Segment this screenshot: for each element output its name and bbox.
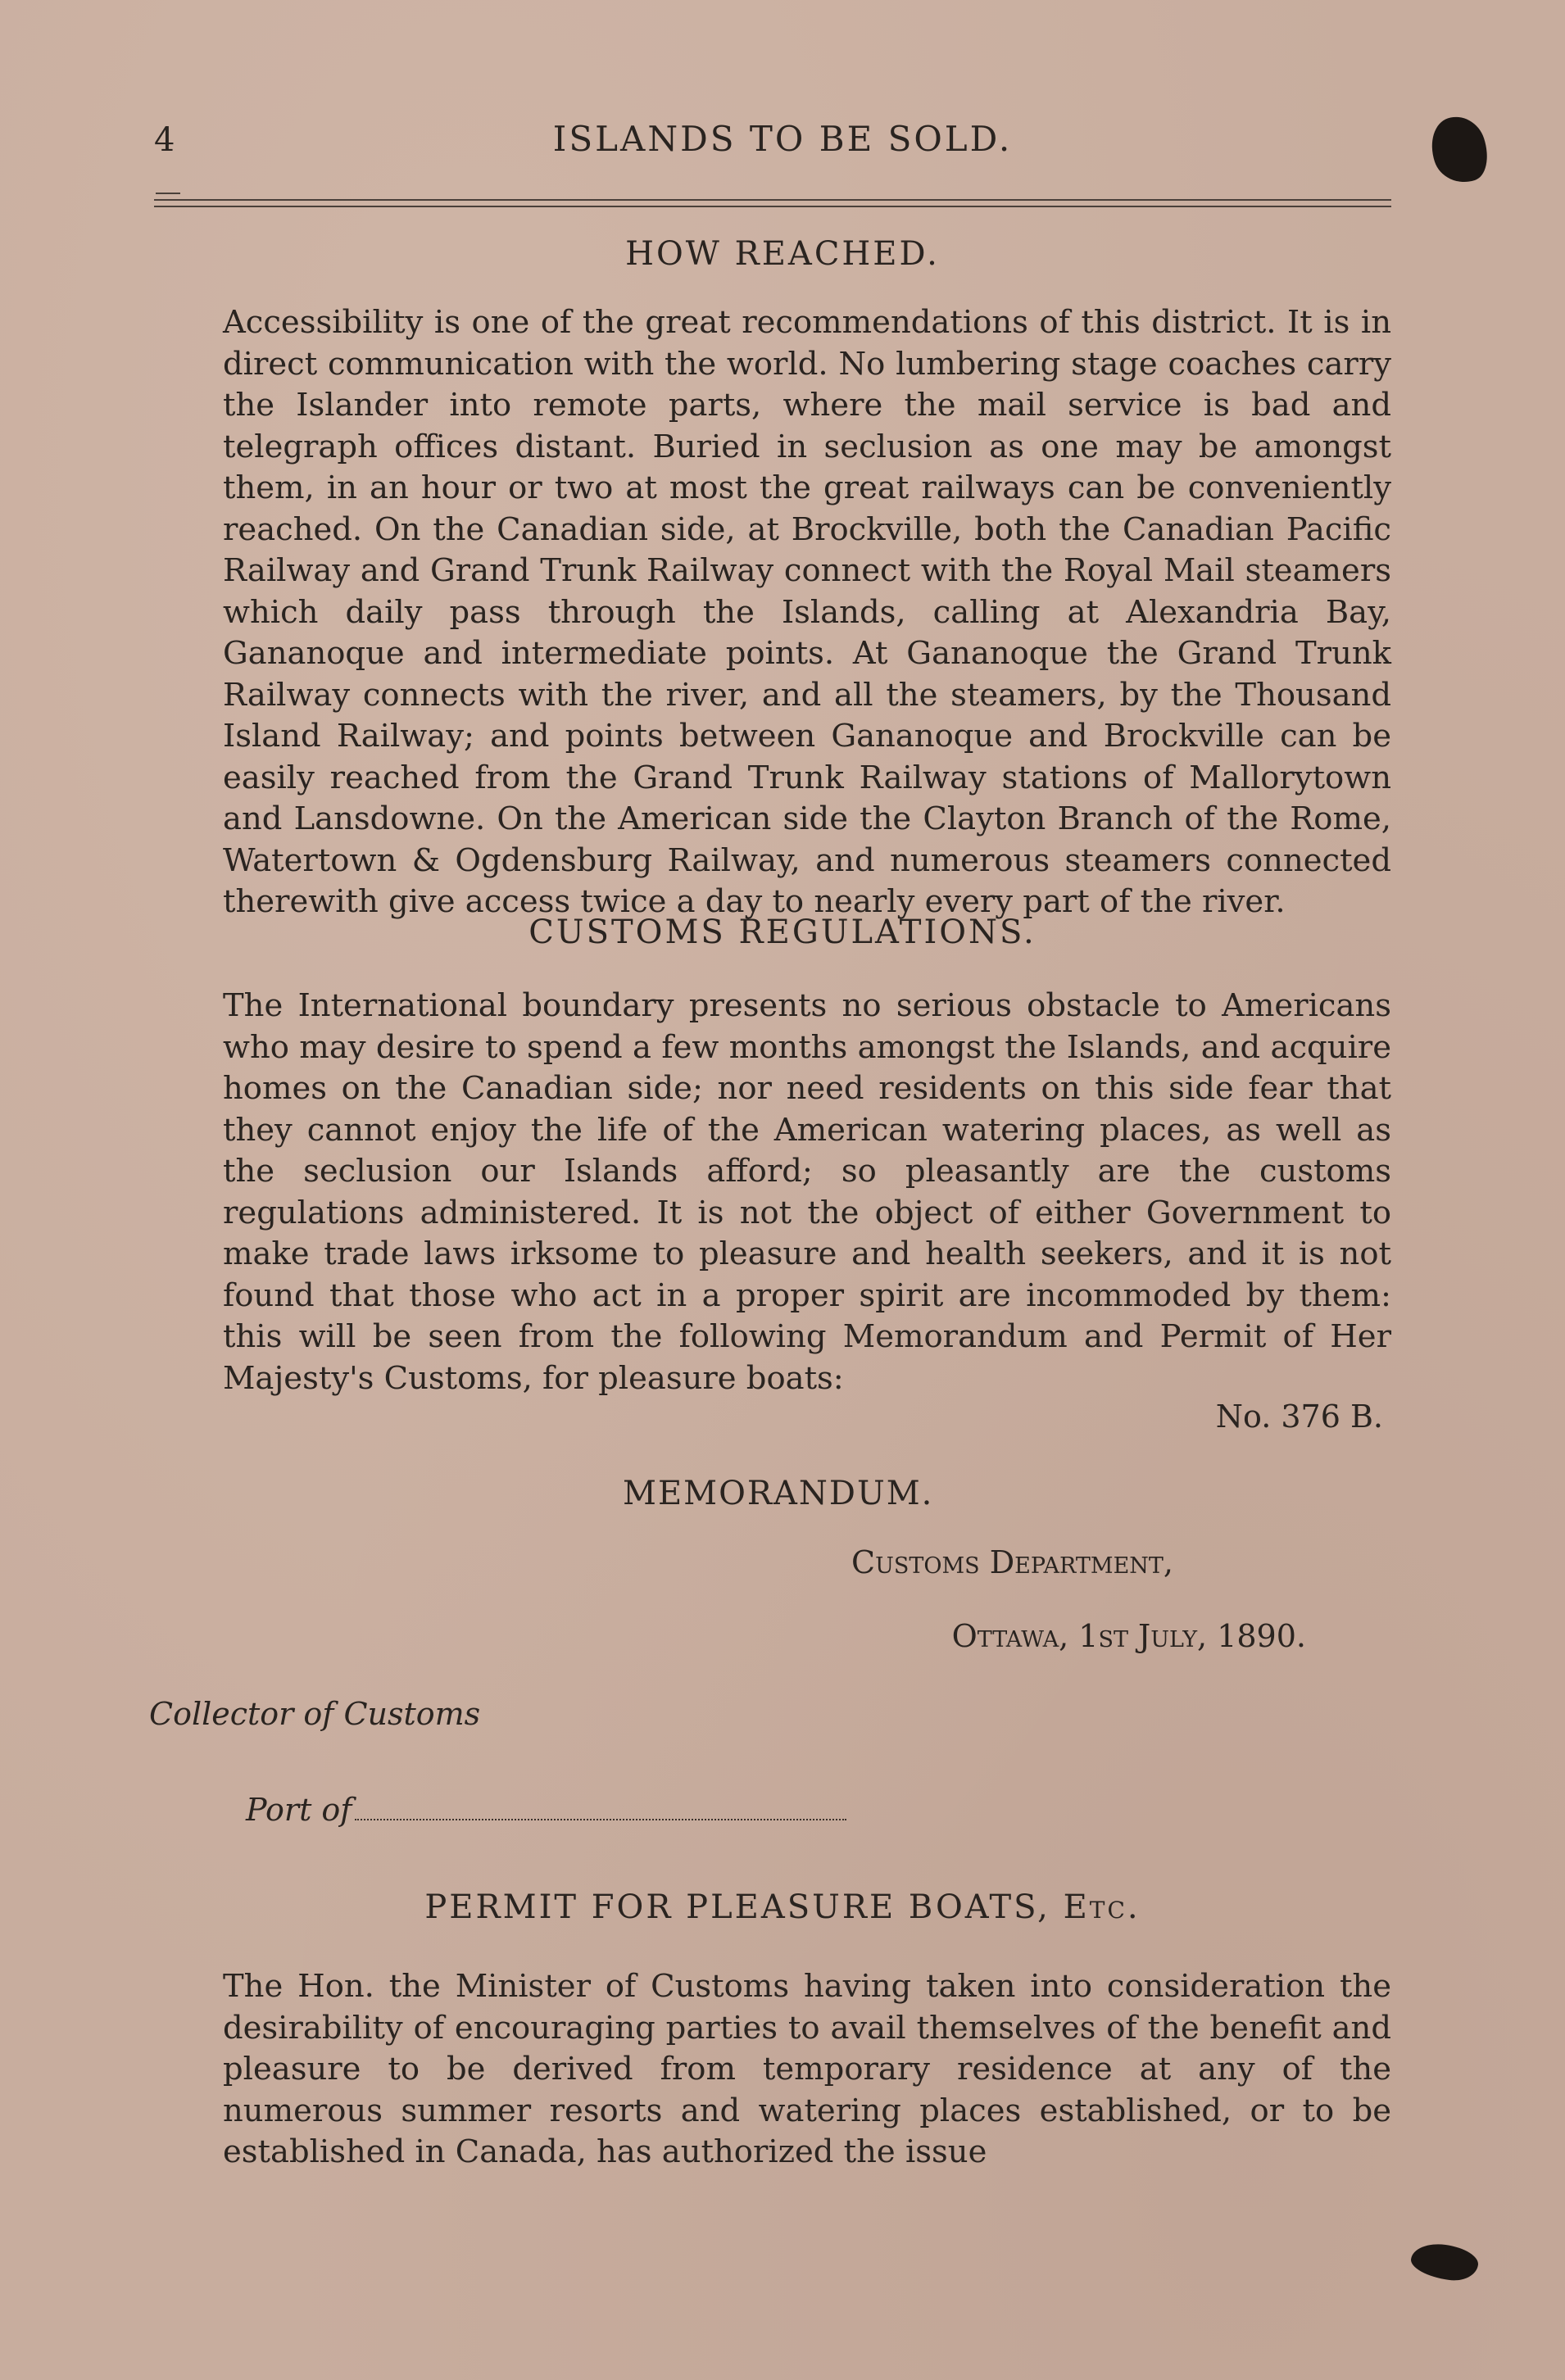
- port-blank-line: [355, 1819, 846, 1820]
- port-line: [246, 1792, 846, 1828]
- customs-paragraph: [154, 986, 1391, 1399]
- header-rule-bottom: [154, 206, 1391, 207]
- running-title: ISLANDS TO BE SOLD.: [552, 119, 1013, 159]
- permit-heading-suffix: Etc.: [1063, 1888, 1141, 1926]
- permit-paragraph: [154, 1966, 1391, 2174]
- page-number: 4: [154, 121, 175, 159]
- header-rule-mark: [156, 193, 180, 194]
- how-reached-paragraph: [154, 302, 1391, 923]
- port-label: Port of: [246, 1792, 352, 1828]
- customs-text: The International boundary presents no serious obstacle to Americans who may desire to spend a few months amongst the Islands, and acquire homes on the Canadian side; nor need residents on this side fear that they cannot enjoy the life of the American watering places, as well as the seclusion our Islands afford; so pleasantly are the customs regulations administered. It is not the object of either Government to make trade laws irksome to pleasure and health seekers, and it is not found that those who act in a proper spirit are incommoded by them: this will be seen from the following Memorandum and Permit of Her Majesty's Customs, for pleasure boats:: [223, 987, 1391, 1397]
- permit-heading-text: PERMIT FOR PLEASURE BOATS,: [424, 1888, 1050, 1926]
- addressee: Collector of Customs: [149, 1696, 481, 1732]
- header-rule-top: [154, 199, 1391, 201]
- customs-heading: CUSTOMS REGULATIONS.: [528, 913, 1037, 951]
- how-reached-heading: HOW REACHED.: [625, 235, 940, 273]
- how-reached-text: Accessibility is one of the great recommendations of this district. It is in direct communication with the world. No lumbering stage coaches carry the Islander into remote parts, where the mail service is bad and telegraph offices distant. Buried in seclusion as one may be amongst them, in an hour or two at most the great railways can be conveniently reached. On the Canadian side, at Brockville, both the Canadian Pacific Railway and Grand Trunk Railway connect with the Royal Mail steamers which daily pass through the Islands, calling at Alexandria Bay, Gananoque and intermediate points. At Gananoque the Grand Trunk Railway connects with the river, and all the steamers, by the Thousand Island Railway; and points between Gananoque and Brockville can be easily reached from the Grand Trunk Railway stations of Mallorytown and Lansdowne. On the American side the Clayton Branch of the Rome, Watertown & Ogdensburg Railway, and numerous steamers connected therewith give access twice a day to nearly every part of the river.: [223, 304, 1391, 920]
- ink-blot-bottom: [1408, 2240, 1480, 2283]
- place-and-date: Ottawa, 1st July, 1890.: [951, 1618, 1306, 1654]
- customs-department: Customs Department,: [851, 1544, 1173, 1580]
- permit-text: The Hon. the Minister of Customs having taken into consideration the desirability of encouraging parties to avail themselves of the benefit and pleasure to be derived from temporary residence at any of the numerous summer resorts and watering places established, or to be established in Canada, has authorized the issue: [223, 1968, 1391, 2170]
- memorandum-heading: MEMORANDUM.: [623, 1475, 934, 1512]
- memorandum-number: No. 376 B.: [1215, 1399, 1383, 1435]
- permit-heading: [0, 1888, 1565, 1926]
